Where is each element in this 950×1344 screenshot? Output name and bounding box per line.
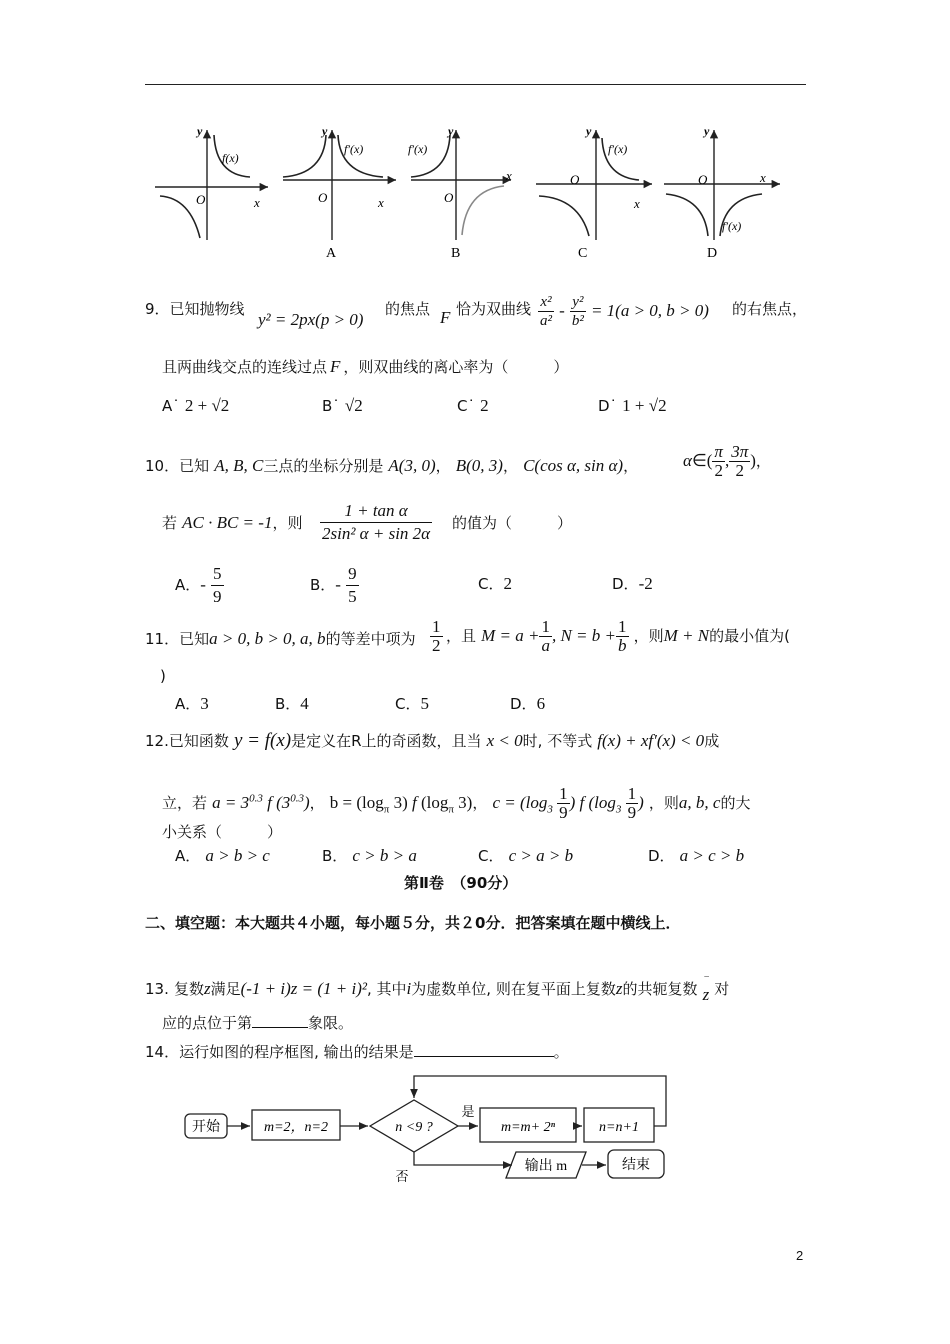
q9-option-d[interactable]: D˙ 1 + √2 bbox=[598, 396, 667, 415]
q9-option-b[interactable]: B˙ √2 bbox=[322, 396, 363, 415]
svg-text:y: y bbox=[704, 124, 710, 138]
svg-text:f′(x): f′(x) bbox=[344, 142, 364, 156]
svg-text:O: O bbox=[570, 172, 580, 187]
q10-range: α∈( $\frac{\pi}{2}$ , $\frac{3\pi}{2}$ )， bbox=[683, 442, 771, 480]
q9-text4: 的右焦点， bbox=[732, 300, 808, 318]
graph-d bbox=[664, 124, 780, 261]
q12-option-d[interactable]: D． a > c > b bbox=[648, 846, 745, 865]
q11-option-b[interactable]: B．4 bbox=[275, 694, 309, 713]
q11-option-a[interactable]: A．3 bbox=[175, 694, 209, 713]
svg-text:x: x bbox=[506, 168, 512, 183]
svg-text:x: x bbox=[378, 195, 384, 210]
graph-original bbox=[155, 124, 268, 240]
svg-text:x: x bbox=[760, 170, 766, 185]
q13-line1: 13. 复数z满足(-1 + i)z = (1 + i)², 其中i为虚数单位, 则在复平面上复数z的共轭复数 ‾ z 对 bbox=[145, 975, 730, 1004]
function-graphs bbox=[150, 120, 790, 265]
program-flowchart bbox=[180, 1070, 680, 1190]
section2-title: 第Ⅱ卷 （90分） bbox=[404, 874, 518, 892]
graph-c bbox=[536, 124, 652, 261]
q12-option-a[interactable]: A． a > b > c bbox=[175, 846, 270, 865]
graph-d-caption: D bbox=[707, 246, 718, 261]
q9-text2: 的焦点 bbox=[385, 300, 431, 318]
graph-b bbox=[408, 124, 512, 261]
header-rule bbox=[145, 84, 806, 85]
q14-answer-blank[interactable] bbox=[414, 1042, 554, 1057]
svg-text:结束: 结束 bbox=[622, 1158, 650, 1173]
q12-option-c[interactable]: C． c > a > b bbox=[478, 846, 574, 865]
graph-0-o: O bbox=[196, 192, 206, 207]
svg-text:f′(x): f′(x) bbox=[408, 142, 428, 156]
svg-text:O: O bbox=[444, 190, 454, 205]
q14-line: 14．运行如图的程序框图, 输出的结果是 。 bbox=[145, 1043, 569, 1061]
q12-line1: 12.已知函数 y = f(x)是定义在R上的奇函数，且当 x < 0时, 不等式 f(x) + xf′(x) < 0成 bbox=[145, 730, 720, 751]
svg-text:m=2，n=2: m=2，n=2 bbox=[263, 1120, 329, 1135]
graph-0-label: f(x) bbox=[222, 151, 239, 165]
page-number: 2 bbox=[796, 1248, 804, 1263]
svg-text:f′(x): f′(x) bbox=[608, 142, 628, 156]
q12-line3: 小关系（ ） bbox=[162, 823, 283, 841]
q13-answer-blank[interactable] bbox=[252, 1013, 308, 1028]
graph-b-caption: B bbox=[451, 246, 461, 261]
q10-option-c[interactable]: C．2 bbox=[478, 574, 512, 593]
q13-line2: 应的点位于第 象限。 bbox=[162, 1014, 354, 1032]
q11-option-d[interactable]: D．6 bbox=[510, 694, 546, 713]
q11-mn: ，且 M = a + $\frac{1}{a}$ , N = b + $\frac{1}{b}$ ，则M + N的最小值为( bbox=[446, 617, 790, 655]
q9-text3: 恰为双曲线 bbox=[456, 300, 532, 318]
svg-text:f′(x): f′(x) bbox=[722, 219, 742, 233]
svg-text:开始: 开始 bbox=[192, 1120, 220, 1135]
q11-half: $\frac{1}{2}$ bbox=[432, 617, 441, 655]
q11-close: ) bbox=[160, 667, 166, 685]
q12-line2: 立，若 $a = 3^{0.3}$ f $(3^{0.3})$， $b = (\log_\pi$ 3) f ($\log_\pi$ 3)， $c = (\log_3$ $\frac{1}{9}$ ) f ($\log_3$ $\frac{1}{9}$ ) ，则a, b, c的大 bbox=[162, 784, 751, 822]
q9-option-c[interactable]: C˙ 2 bbox=[457, 396, 489, 415]
section2-heading: 二、填空题：本大题共４小题，每小题５分，共２0分．把答案填在题中横线上． bbox=[145, 914, 681, 932]
svg-text:n <9 ?: n <9 ? bbox=[395, 1120, 433, 1135]
q10-line2c: 的值为（ ） bbox=[452, 514, 573, 532]
svg-text:O: O bbox=[318, 190, 328, 205]
graph-c-caption: C bbox=[578, 246, 588, 261]
graph-0-y: y bbox=[197, 124, 203, 138]
q11-line1: 11．已知a > 0, b > 0, a, b的等差中项为 bbox=[145, 629, 416, 648]
svg-text:m=m+ 2ⁿ: m=m+ 2ⁿ bbox=[500, 1120, 556, 1135]
q10-option-b[interactable]: B．- $\frac{9}{5}$ bbox=[310, 564, 357, 606]
graph-a bbox=[283, 124, 396, 261]
q11-option-c[interactable]: C．5 bbox=[395, 694, 429, 713]
q9-option-a[interactable]: A˙ 2 + √2 bbox=[162, 396, 230, 415]
graph-a-caption: A bbox=[326, 246, 337, 261]
q9-parabola: y² = 2px(p > 0) bbox=[258, 310, 364, 329]
q9-line1: 9．已知抛物线 bbox=[145, 300, 245, 318]
svg-text:O: O bbox=[698, 172, 708, 187]
q10-option-a[interactable]: A．- $\frac{5}{9}$ bbox=[175, 564, 222, 606]
svg-text:y: y bbox=[448, 124, 454, 138]
svg-text:y: y bbox=[322, 124, 328, 138]
q9-hyperbola: $\frac{\text{x²}}{\text{a²}}$ - $\frac{\text{y²}}{\text{b²}}$ = 1(a > 0, b > 0) bbox=[540, 294, 709, 329]
svg-text:n=n+1: n=n+1 bbox=[599, 1120, 639, 1135]
q9-line2: 且两曲线交点的连线过点 F ，则双曲线的离心率为（ ） bbox=[162, 357, 569, 376]
flow-yes: 是 bbox=[461, 1104, 475, 1119]
svg-text:输出 m: 输出 m bbox=[524, 1159, 568, 1174]
q12-option-b[interactable]: B． c > b > a bbox=[322, 846, 417, 865]
q10-option-d[interactable]: D．-2 bbox=[612, 574, 653, 593]
q9-focus: F bbox=[440, 308, 451, 327]
graph-0-x: x bbox=[254, 195, 260, 210]
svg-text:y: y bbox=[586, 124, 592, 138]
flow-no: 否 bbox=[395, 1169, 409, 1184]
q10-line1: 10．已知 A, B, C三点的坐标分别是 A(3, 0)， B(0, 3)， C(cos α, sin α)， bbox=[145, 456, 639, 475]
svg-text:x: x bbox=[634, 196, 640, 211]
q10-expression: $\frac{\text{1 + tan α}}{\text{2sin² α + sin 2α}}$ bbox=[322, 501, 431, 543]
q10-line2: 若 AC · BC = -1，则 bbox=[162, 513, 303, 532]
